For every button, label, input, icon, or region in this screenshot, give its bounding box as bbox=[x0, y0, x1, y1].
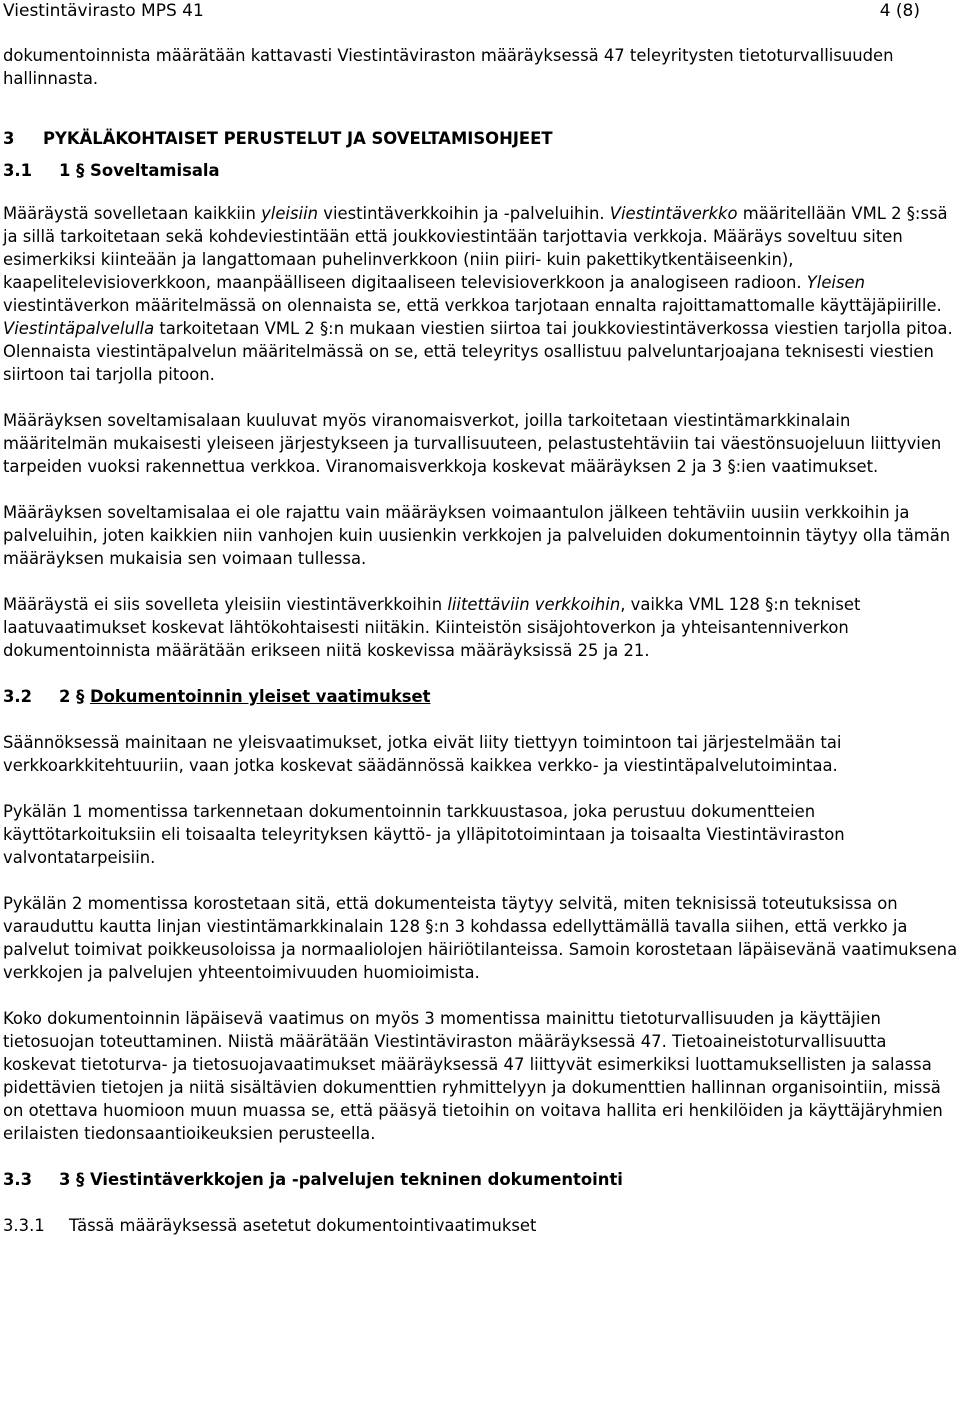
section-title: Tässä määräyksessä asetetut dokumentointivaatimukset bbox=[69, 1216, 537, 1235]
paragraph-scope: Määräystä sovelletaan kaikkiin yleisiin viestintäverkkoihin ja -palveluihin. Viestintäverkko määritellään VML 2 §:ssä ja sillä tarkoitetaan sekä kohdeviestintään että joukkoviestintään tarjottavia verkkoja. Määräys soveltuu siten esimerkiksi kiinteään ja langattomaan puhelinverkkoon (niin piiri- kuin pakettikytkentäiseenkin), kaapelitelevisioverkkoon, maanpäälliseen digitaaliseen televisioverkkoon ja analogiseen radioon. Yleisen viestintäverkon määritelmässä on olennaista se, että verkkoa tarjotaan ennalta rajoittamattomalle käyttäjäpiirille. Viestintäpalvelulla tarkoitetaan VML 2 §:n mukaan viestien siirtoa tai joukkoviestintäverkossa viestien tarjolla pitoa. Olennaista viestintäpalvelun määritelmässä on se, että teleyritys osallistuu palveluntarjoajana teknisesti viestien siirtoon tai tarjolla pitoon. bbox=[3, 204, 953, 384]
paragraph-moment-3: Koko dokumentoinnin läpäisevä vaatimus on myös 3 momentissa mainittu tietoturvallisuuden ja käyttäjien tietosuojan toteuttaminen. Niistä määrätään Viestintäviraston määräyksessä 47. Tietoaineistoturvallisuutta koskevat tietoturva- ja tietosuojavaatimukset määräyksessä 47 liittyvät esimerkiksi luottamuksellisten ja salassa pidettävien tietojen ja niitä sisältävien dokumenttien ryhmittelyyn ja dokumenttien hallinnan organisointiin, missä on otettava huomioon muun muassa se, että pääsyä tietoihin on voitava hallita eri henkilöiden ja käyttäjäryhmien erilaisten tiedonsaantioikeuksien perusteella. bbox=[3, 1009, 943, 1143]
page-number: 4 (8) bbox=[879, 1, 920, 21]
paragraph-authority-networks: Määräyksen soveltamisalaan kuuluvat myös viranomaisverkot, joilla tarkoitetaan viestintämarkkinalain määritelmän mukaisesti yleiseen järjestykseen ja turvallisuuteen, pelastustehtäviin tai väestönsuojeluun liittyvien tarpeiden vuoksi rakennettua verkkoa. Viranomaisverkkoja koskevat määräyksen 2 ja 3 §:ien vaatimukset. bbox=[3, 411, 942, 476]
document-body bbox=[3, 44, 959, 1237]
section-title: PYKÄLÄKOHTAISET PERUSTELUT JA SOVELTAMISOHJEET bbox=[43, 129, 553, 148]
section-3-1-heading bbox=[3, 159, 959, 182]
section-number: 3.2 bbox=[3, 687, 33, 706]
section-number: 3 bbox=[3, 129, 15, 148]
section-title: Dokumentoinnin yleiset vaatimukset bbox=[90, 687, 431, 706]
paragraph-connected-networks: Määräystä ei siis sovelleta yleisiin viestintäverkkoihin liitettäviin verkkoihin, vaikka VML 128 §:n tekniset laatuvaatimukset koskevat lähtökohtaisesti niitäkin. Kiinteistön sisäjohtoverkon ja yhteisantenniverkon dokumentoinnista määrätään erikseen niitä koskevissa määräyksissä 25 ja 21. bbox=[3, 595, 861, 660]
document-id: Viestintävirasto MPS 41 bbox=[3, 1, 204, 21]
section-3-3-1-heading bbox=[3, 1214, 959, 1237]
section-number: 3.3 bbox=[3, 1170, 33, 1189]
paragraph-existing-networks: Määräyksen soveltamisalaa ei ole rajattu vain määräyksen voimaantulon jälkeen tehtäviin uusiin verkkoihin ja palveluihin, joten kaikkien niin vanhojen kuin uusienkin verkkojen ja palveluiden dokumentoinnin täytyy olla tämän määräyksen mukaisia sen voimaan tullessa. bbox=[3, 503, 951, 568]
section-3-3-heading bbox=[3, 1168, 959, 1191]
section-3-2-heading: 3.2 2 § Dokumentoinnin yleiset vaatimukset bbox=[3, 687, 431, 706]
intro-paragraph: dokumentoinnista määrätään kattavasti Viestintäviraston määräyksessä 47 teleyritysten tietoturvallisuuden hallinnasta. bbox=[3, 46, 894, 88]
paragraph-general-requirements: Säännöksessä mainitaan ne yleisvaatimukset, jotka eivät liity tiettyyn toimintoon tai järjestelmään tai verkkoarkkitehtuuriin, vaan jotka koskevat säädännössä kaikkea verkko- ja viestintäpalvelutoimintaa. bbox=[3, 733, 842, 775]
section-title: 3 § Viestintäverkkojen ja -palvelujen tekninen dokumentointi bbox=[59, 1170, 623, 1189]
paragraph-moment-2: Pykälän 2 momentissa korostetaan sitä, että dokumenteista täytyy selvitä, miten teknisissä toteutuksissa on varauduttu kautta linjan viestintämarkkinalain 128 §:n 3 kohdassa edellyttämällä tavalla siihen, että verkko ja palvelut toimivat poikkeusoloissa ja normaaliolojen häiriötilanteissa. Samoin korostetaan läpäisevänä vaatimuksena verkkojen ja palvelujen yhteentoimivuuden huomioimista. bbox=[3, 894, 958, 982]
section-title: 1 § Soveltamisala bbox=[59, 161, 220, 180]
section-3-heading bbox=[3, 127, 959, 150]
paragraph-moment-1: Pykälän 1 momentissa tarkennetaan dokumentoinnin tarkkuustasoa, joka perustuu dokumentteien käyttötarkoituksiin eli toisaalta teleyrityksen käyttö- ja ylläpitotoimintaan ja toisaalta Viestintäviraston valvontatarpeisiin. bbox=[3, 802, 845, 867]
section-number: 3.3.1 bbox=[3, 1216, 45, 1235]
section-number: 3.1 bbox=[3, 161, 33, 180]
page-header bbox=[0, 0, 960, 22]
